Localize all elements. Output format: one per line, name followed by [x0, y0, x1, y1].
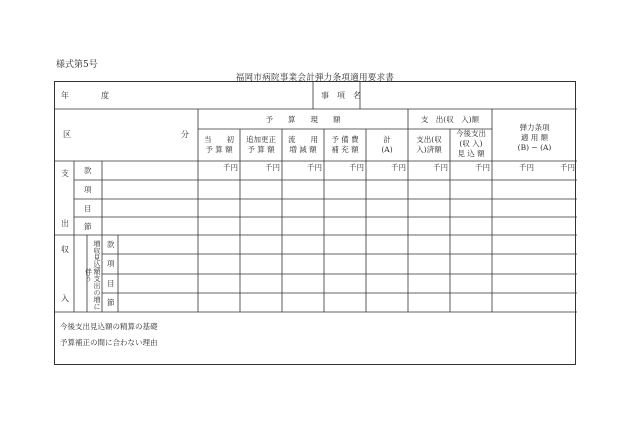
unit-elastic-amount: 千円: [560, 163, 575, 172]
expected-amount-header-line3: 見 込 額: [457, 149, 485, 158]
reserve-fund-header-line2: 補 充 額: [331, 145, 359, 154]
year-label: 年 度: [61, 91, 109, 100]
initial-budget-header-line2: 予 算 額: [205, 145, 233, 154]
unit-paid-amount: 千円: [433, 163, 448, 172]
supplementary-budget-header-line2: 予 算 額: [247, 145, 275, 154]
elastic-header-line1: 弾力条項: [519, 123, 550, 132]
budget-total-header-line2: (A): [381, 145, 393, 154]
paid-amount-header-line1: 支出(収: [416, 135, 442, 144]
unit-expected-amount: 千円: [475, 163, 490, 172]
paid-amount-header-line2: 入)済額: [416, 145, 442, 154]
transfer-header-line1: 流 用: [288, 135, 318, 144]
income-side-label-2: 入: [61, 294, 69, 303]
expense-side-label-1: 支: [61, 169, 69, 178]
income-row-moku: 目: [107, 279, 115, 288]
initial-budget-header-line1: 当 初: [204, 135, 234, 144]
income-row-setsu: 節: [107, 298, 115, 307]
budget-group-header: 予 算 現 額: [265, 115, 341, 124]
document-title: 福岡市病院事業会計弾力条項適用要求書: [235, 73, 395, 83]
elastic-header-line3: (B) − (A): [517, 143, 552, 152]
division-label-right: 分: [181, 130, 189, 139]
unit-expenditure-total: 千円: [519, 163, 534, 172]
unit-supplementary-budget: 千円: [265, 163, 280, 172]
income-side-label-1: 収: [61, 245, 69, 254]
item-name-label: 事 項 名: [321, 91, 361, 100]
unit-transfer: 千円: [307, 163, 322, 172]
unit-initial-budget: 千円: [223, 163, 238, 172]
expense-row-kan: 款: [84, 166, 92, 175]
expense-row-kou: 項: [84, 185, 92, 194]
income-row-kan: 款: [107, 240, 115, 249]
request-form-table: [54, 81, 576, 365]
expected-amount-header-line1: 今後支出: [456, 129, 486, 138]
division-label-left: 区: [63, 130, 71, 139]
expense-row-moku: 目: [84, 204, 92, 213]
reserve-fund-header-line1: 予 備 費: [331, 135, 359, 144]
form-number: 様式第5号: [56, 60, 98, 70]
expense-row-setsu: 節: [84, 222, 92, 231]
income-increase-label: 増収見込額支出の増に伴う: [84, 240, 101, 310]
unit-reserve-fund: 千円: [349, 163, 364, 172]
expense-side-label-2: 出: [61, 219, 69, 228]
supplementary-budget-header-line1: 追加更正: [246, 135, 276, 144]
expected-amount-header-line2: (収 入): [459, 139, 483, 148]
income-row-kou: 項: [107, 259, 115, 268]
expenditure-group-header: 支 出(収 入)額: [420, 115, 480, 124]
note-calculation-basis: 今後支出見込額の精算の基礎: [60, 322, 158, 331]
note-reason: 予算補正の間に合わない理由: [60, 338, 158, 347]
budget-total-header-line1: 計: [383, 135, 391, 144]
unit-budget-total: 千円: [391, 163, 406, 172]
elastic-header-line2: 適 用 額: [520, 133, 549, 142]
transfer-header-line2: 増 減 額: [289, 145, 317, 154]
